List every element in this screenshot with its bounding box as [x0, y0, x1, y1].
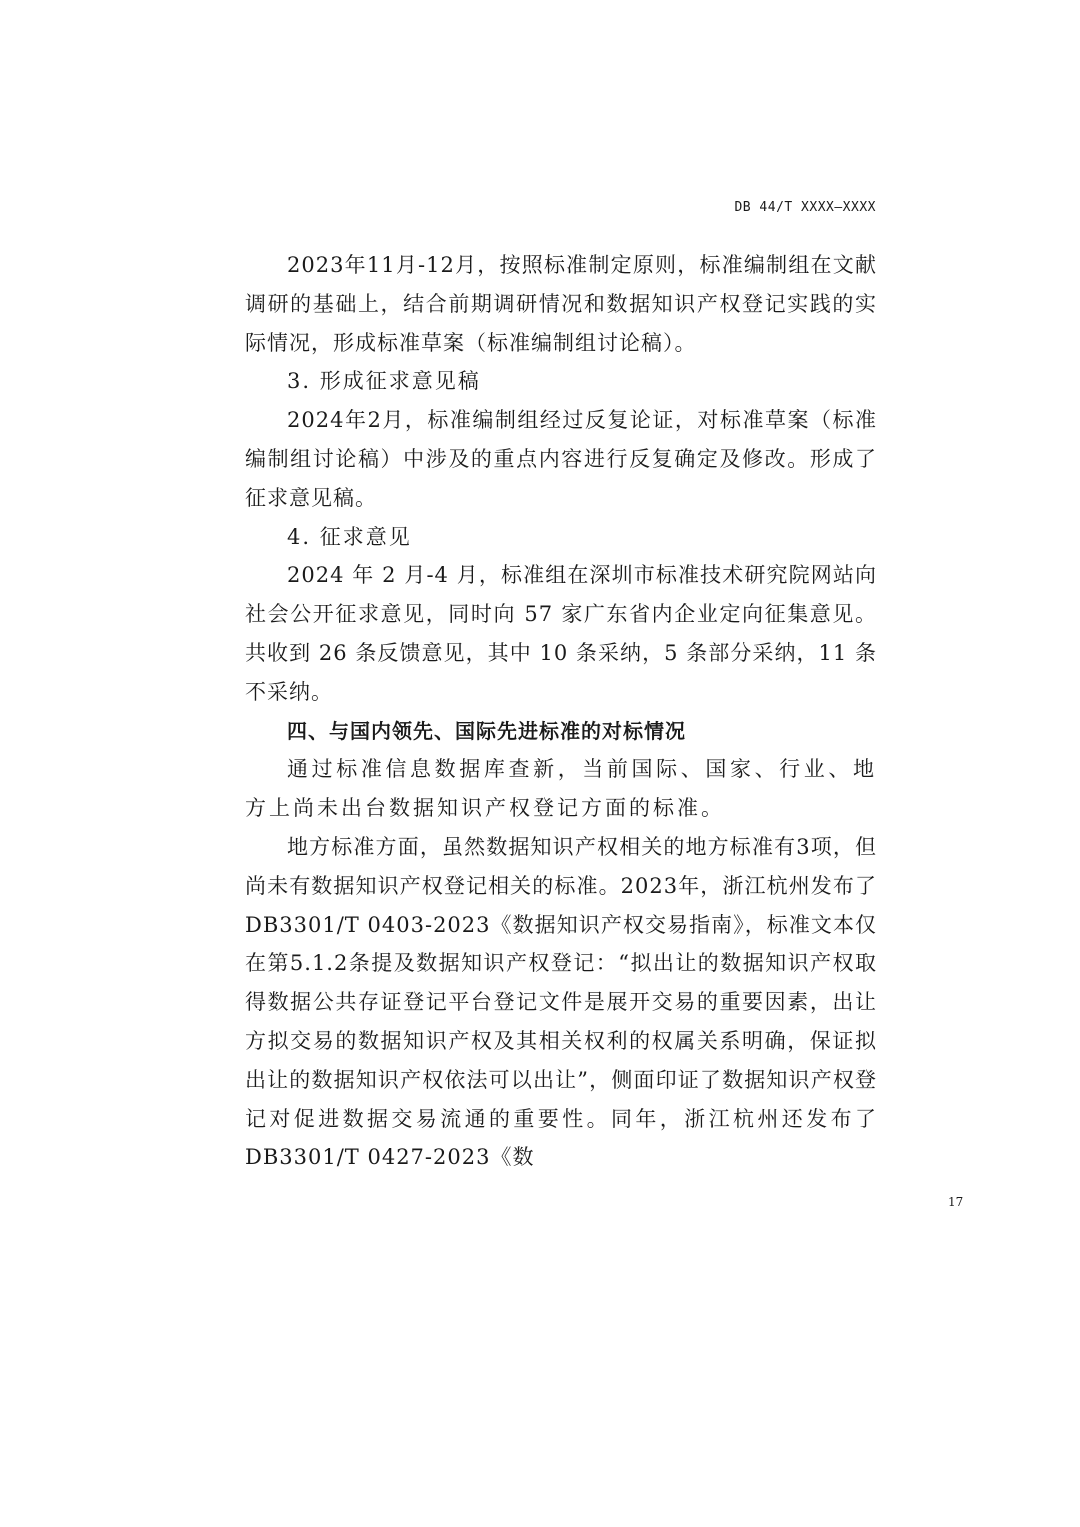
document-code-header: DB 44/T XXXX—XXXX	[734, 200, 876, 215]
section-heading-benchmarking: 四、与国内领先、国际先进标准的对标情况	[287, 718, 686, 743]
paragraph-draft-formation: 2023年11月-12月，按照标准制定原则，标准编制组在文献调研的基础上，结合前期调研情况和数据知识产权登记实践的实际情况，形成标准草案（标准编制组讨论稿）。	[245, 253, 877, 355]
page-body	[245, 246, 877, 1177]
subheading-consultation-draft: 3. 形成征求意见稿	[287, 369, 481, 394]
paragraph-consultation-draft: 2024年2月，标准编制组经过反复论证，对标准草案（标准编制组讨论稿）中涉及的重点内容进行反复确定及修改。形成了征求意见稿。	[245, 408, 877, 510]
paragraph-local-standards: 地方标准方面，虽然数据知识产权相关的地方标准有3项，但尚未有数据知识产权登记相关的标准。2023年，浙江杭州发布了DB3301/T 0403-2023《数据知识产权交易指南》，标准文本仅在第5.1.2条提及数据知识产权登记：“拟出让的数据知识产权取得数据公共存证登记平台登记文件是展开交易的重要因素，出让方拟交易的数据知识产权及其相关权利的权属关系明确，保证拟出让的数据知识产权依法可以出让”，侧面印证了数据知识产权登记对促进数据交易流通的重要性。同年，浙江杭州还发布了DB3301/T 0427-2023《数	[245, 834, 877, 1170]
subheading-solicit-opinions: 4. 征求意见	[287, 524, 412, 549]
paragraph-solicit-opinions: 2024 年 2 月-4 月，标准组在深圳市标准技术研究院网站向社会公开征求意见，同时向 57 家广东省内企业定向征集意见。共收到 26 条反馈意见，其中 10 条采纳，5 条部分采纳，11 条不采纳。	[245, 563, 877, 704]
page-number: 17	[948, 1195, 964, 1209]
paragraph-database-search: 通过标准信息数据库查新，当前国际、国家、行业、地方上尚未出台数据知识产权登记方面的标准。	[245, 757, 877, 821]
